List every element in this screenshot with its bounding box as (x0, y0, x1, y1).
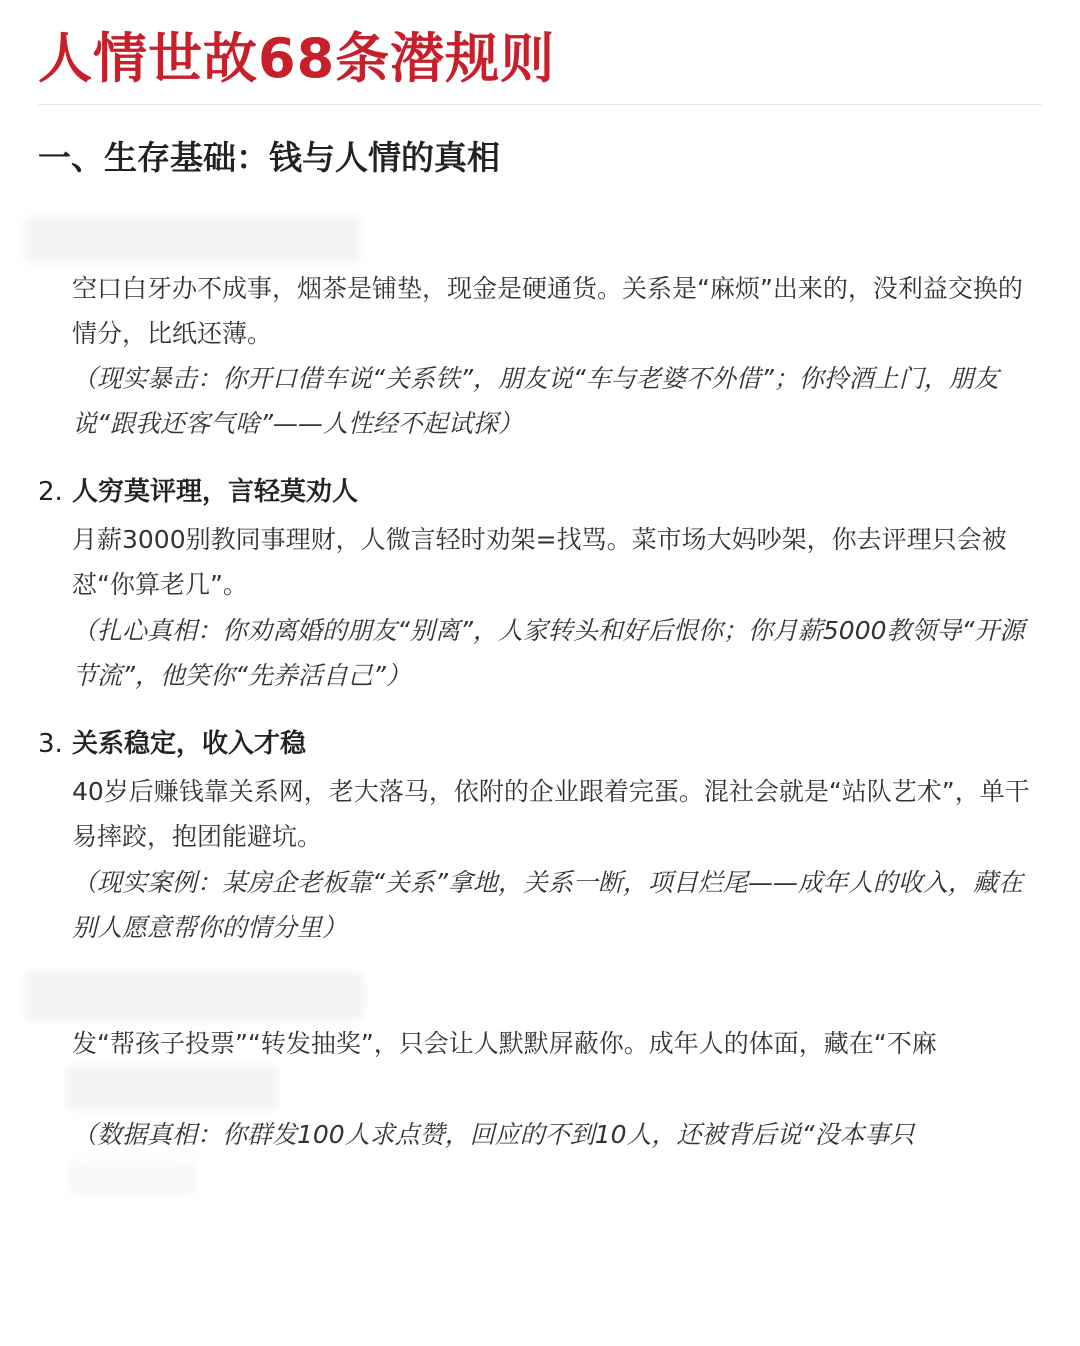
item-2-heading (38, 474, 358, 510)
item-1-note: （现实暴击：你开口借车说“关系铁”，朋友说“车与老婆不外借”；你拎酒上门，朋友说“跟我还客气啥”——人性经不起试探） (72, 364, 999, 438)
section-heading: 一、生存基础：钱与人情的真相 (38, 138, 500, 177)
item-1-body: 空口白牙办不成事，烟茶是铺垫，现金是硬通货。关系是“麻烦”出来的，没利益交换的情分，比纸还薄。 (72, 274, 1023, 348)
item-3-note: （现实案例：某房企老板靠“关系”拿地，关系一断，项目烂尾——成年人的收入，藏在别人愿意帮你的情分里） (72, 868, 1023, 942)
item-2-number: 2. (38, 477, 63, 507)
item-4-note: （数据真相：你群发100人求点赞，回应的不到10人，还被背后说“没本事只 (72, 1120, 915, 1149)
item-3-title: 关系稳定，收入才稳 (72, 729, 307, 759)
item-2-body: 月薪3000别教同事理财，人微言轻时劝架=找骂。菜市场大妈吵架，你去评理只会被怼“你算老几”。 (72, 525, 1007, 599)
item-3-number: 3. (38, 729, 63, 759)
item-3-heading (38, 726, 306, 762)
item-3-body: 40岁后赚钱靠关系网，老大落马，依附的企业跟着完蛋。混社会就是“站队艺术”，单干易摔跤，抱团能避坑。 (72, 777, 1030, 851)
blurred-heading-4 (26, 972, 364, 1020)
blurred-heading-1 (26, 216, 360, 262)
page-title: 人情世故68条潜规则 (38, 27, 556, 90)
blurred-line-4 (68, 1066, 276, 1110)
item-2-note: （扎心真相：你劝离婚的朋友“别离”，人家转头和好后恨你；你月薪5000教领导“开源节流”，他笑你“先养活自己”） (72, 616, 1025, 690)
item-4-body: 发“帮孩子投票”“转发抽奖”，只会让人默默屏蔽你。成年人的体面，藏在“不麻 (72, 1029, 937, 1058)
item-2-title: 人穷莫评理，言轻莫劝人 (72, 477, 359, 507)
title-divider (38, 104, 1042, 105)
blurred-line-4b (68, 1160, 198, 1196)
